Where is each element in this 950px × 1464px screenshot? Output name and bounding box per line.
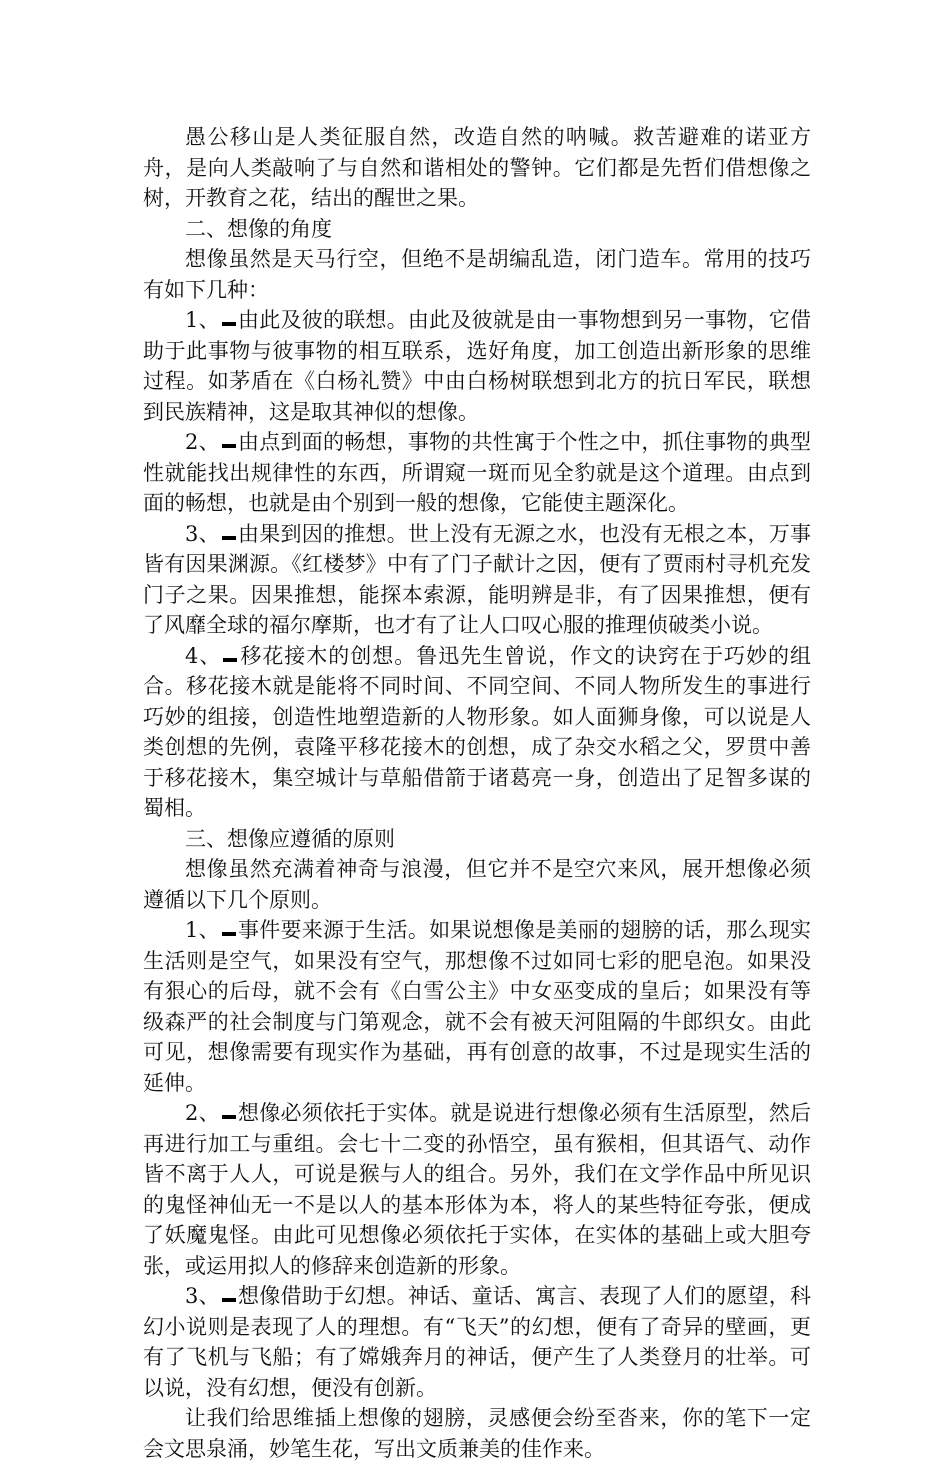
paragraph bbox=[143, 1098, 811, 1281]
bullet-mark-icon bbox=[222, 444, 236, 448]
paragraph-text: 二、想像的角度 bbox=[185, 216, 332, 241]
document-body bbox=[143, 122, 811, 1464]
item-number: 2、 bbox=[185, 430, 220, 454]
paragraph-text: 想像虽然充满着神奇与浪漫，但它并不是空穴来风，展开想像必须遵循以下几个原则。 bbox=[143, 857, 811, 912]
bullet-mark-icon bbox=[222, 1115, 236, 1119]
paragraph-text: 三、想像应遵循的原则 bbox=[185, 826, 395, 851]
item-number: 4、 bbox=[185, 643, 222, 668]
paragraph-text: 想像虽然是天马行空，但绝不是胡编乱造，闭门造车。常用的技巧有如下几种： bbox=[143, 247, 811, 302]
item-number: 3、 bbox=[185, 521, 220, 546]
item-number: 2、 bbox=[185, 1101, 220, 1125]
section-heading bbox=[143, 824, 811, 855]
bullet-mark-icon bbox=[222, 932, 236, 936]
paragraph bbox=[143, 854, 811, 915]
item-number: 1、 bbox=[185, 918, 220, 942]
paragraph bbox=[143, 122, 811, 214]
paragraph bbox=[143, 641, 811, 824]
paragraph bbox=[143, 915, 811, 1098]
item-number: 3、 bbox=[185, 1284, 220, 1308]
paragraph bbox=[143, 1281, 811, 1403]
paragraph-text: 由点到面的畅想，事物的共性寓于个性之中，抓住事物的典型性就能找出规律性的东西，所谓窥一斑而见全豹就是这个道理。由点到面的畅想，也就是由个别到一般的想像，它能使主题深化。 bbox=[143, 430, 811, 515]
bullet-mark-icon bbox=[223, 658, 237, 662]
paragraph bbox=[143, 519, 811, 641]
bullet-mark-icon bbox=[222, 536, 236, 540]
paragraph bbox=[143, 305, 811, 427]
paragraph bbox=[143, 427, 811, 519]
paragraph-text: 事件要来源于生活。如果说想像是美丽的翅膀的话，那么现实生活则是空气，如果没有空气，那想像不过如同七彩的肥皂泡。如果没有狠心的后母，就不会有《白雪公主》中女巫变成的皇后；如果没有等级森严的社会制度与门第观念，就不会有被天河阻隔的牛郎织女。由此可见，想像需要有现实作为基础，再有创意的故事，不过是现实生活的延伸。 bbox=[143, 918, 811, 1095]
paragraph-text: 由果到因的推想。世上没有无源之水，也没有无根之本，万事皆有因果渊源。《红楼梦》中有了门子献计之因，便有了贾雨村寻机充发门子之果。因果推想，能探本索源，能明辨是非，有了因果推想，便有了风靡全球的福尔摩斯，也才有了让人口叹心服的推理侦破类小说。 bbox=[143, 521, 811, 637]
bullet-mark-icon bbox=[222, 1298, 236, 1302]
paragraph bbox=[143, 244, 811, 305]
paragraph-text: 由此及彼的联想。由此及彼就是由一事物想到另一事物，它借助于此事物与彼事物的相互联系，选好角度，加工创造出新形象的思维过程。如茅盾在《白杨礼赞》中由白杨树联想到北方的抗日军民，联想到民族精神，这是取其神似的想像。 bbox=[143, 308, 811, 424]
bullet-mark-icon bbox=[222, 322, 236, 326]
paragraph-text: 让我们给思维插上想像的翅膀，灵感便会纷至沓来，你的笔下一定会文思泉涌，妙笔生花，写出文质兼美的佳作来。 bbox=[143, 1406, 811, 1461]
paragraph-text: 想像借助于幻想。神话、童话、寓言、表现了人们的愿望，科幻小说则是表现了人的理想。有“飞天”的幻想，便有了奇异的壁画，更有了飞机与飞船；有了嫦娥奔月的神话，便产生了人类登月的壮举。可以说，没有幻想，便没有创新。 bbox=[143, 1284, 811, 1400]
item-number: 1、 bbox=[185, 308, 220, 332]
paragraph bbox=[143, 1403, 811, 1464]
paragraph-text: 移花接木的创想。鲁迅先生曾说，作文的诀窍在于巧妙的组合。移花接木就是能将不同时间、不同空间、不同人物所发生的事进行巧妙的组接，创造性地塑造新的人物形象。如人面狮身像，可以说是人类创想的先例，袁隆平移花接木的创想，成了杂交水稻之父，罗贯中善于移花接木，集空城计与草船借箭于诸葛亮一身，创造出了足智多谋的蜀相。 bbox=[143, 643, 811, 820]
section-heading bbox=[143, 214, 811, 245]
paragraph-text: 想像必须依托于实体。就是说进行想像必须有生活原型，然后再进行加工与重组。会七十二变的孙悟空，虽有猴相，但其语气、动作皆不离于人人，可说是猴与人的组合。另外，我们在文学作品中所见识的鬼怪神仙无一不是以人的基本形体为本，将人的某些特征夸张，便成了妖魔鬼怪。由此可见想像必须依托于实体，在实体的基础上或大胆夸张，或运用拟人的修辞来创造新的形象。 bbox=[143, 1101, 811, 1278]
paragraph-text: 愚公移山是人类征服自然，改造自然的呐喊。救苦避难的诺亚方舟，是向人类敲响了与自然和谐相处的警钟。它们都是先哲们借想像之树，开教育之花，结出的醒世之果。 bbox=[143, 125, 811, 210]
